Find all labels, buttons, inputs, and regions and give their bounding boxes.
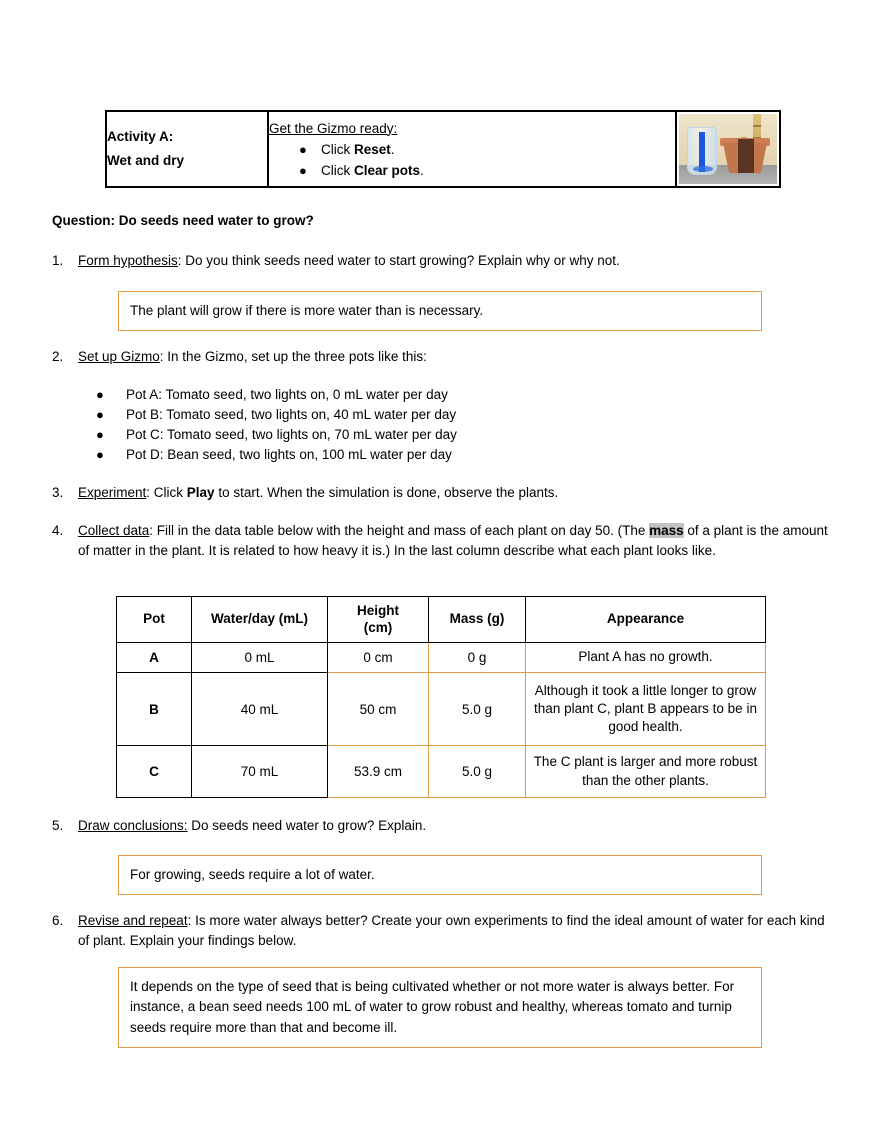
column-header-pot: Pot — [117, 597, 192, 643]
step-5-number: 5. — [52, 818, 64, 833]
bullet-icon: ● — [96, 446, 104, 462]
graduated-cylinder-icon — [687, 127, 717, 175]
table-row — [117, 746, 766, 798]
step-6-label: Revise and repeat — [78, 913, 188, 928]
data-table-body — [117, 643, 766, 798]
cell-water-c: 70 mL — [192, 746, 328, 798]
cell-height-c[interactable]: 53.9 cm — [328, 746, 429, 798]
step-4-text-part2: of a plant is the amount of matter in the plant. It is related to how heavy it is.) In the last column describe what each plant looks like. — [78, 523, 828, 558]
pot-setup-item-c — [96, 425, 457, 445]
bullet-icon: ● — [299, 141, 307, 157]
answer-box-step-5[interactable]: For growing, seeds require a lot of water. — [118, 855, 762, 895]
bullet-icon: ● — [96, 387, 104, 402]
column-header-water: Water/day (mL) — [192, 597, 328, 643]
gizmo-ready-title: Get the Gizmo ready: — [269, 120, 398, 136]
step-4-number: 4. — [52, 523, 64, 538]
clear-pots-button-label[interactable]: Clear pots — [354, 162, 421, 178]
bullet-icon: ● — [299, 162, 307, 178]
pot-setup-item-a — [96, 385, 457, 405]
step-1-body — [52, 251, 830, 271]
step-2-number: 2. — [52, 349, 64, 364]
pot-setup-item-b — [96, 405, 457, 425]
step-5-draw-conclusions — [52, 816, 830, 836]
pot-soil-band — [738, 139, 754, 173]
step-3-text-before: : Click — [146, 485, 187, 500]
step-4-label: Collect data — [78, 523, 150, 538]
step-6-number: 6. — [52, 913, 64, 928]
step-5-label: Draw conclusions: — [78, 818, 188, 833]
ready-item-suffix: . — [420, 162, 424, 178]
cell-mass-a[interactable]: 0 g — [429, 643, 526, 673]
step-3-label: Experiment — [78, 485, 147, 500]
step-5-body — [52, 816, 830, 836]
cell-mass-c[interactable]: 5.0 g — [429, 746, 526, 798]
step-2-label: Set up Gizmo — [78, 349, 160, 364]
table-row — [117, 673, 766, 746]
step-3-body — [52, 483, 830, 503]
activity-title-line1: Activity A: — [107, 128, 174, 144]
step-3-number: 3. — [52, 485, 64, 500]
pot-setup-text: Pot D: Bean seed, two lights on, 100 mL water per day — [126, 446, 452, 462]
activity-title-line2: Wet and dry — [107, 153, 185, 168]
cell-water-a: 0 mL — [192, 643, 328, 673]
answer-box-step-6[interactable]: It depends on the type of seed that is being cultivated whether or not more water is always better. For instance, a bean seed needs 100 mL of water to grow robust and healthy, whereas tomato and turnip seeds require more than that and become ill. — [118, 967, 762, 1048]
gizmo-ready-cell — [268, 111, 676, 187]
height-header-line2: (cm) — [363, 619, 393, 635]
step-4-body — [52, 521, 830, 561]
answer-box-step-1[interactable]: The plant will grow if there is more water than is necessary. — [118, 291, 762, 331]
column-header-appearance: Appearance — [526, 597, 766, 643]
column-header-height — [328, 597, 429, 643]
pot-setup-text: Pot C: Tomato seed, two lights on, 70 mL water per day — [126, 426, 457, 442]
step-2-body — [52, 347, 830, 367]
ready-item-suffix: . — [390, 141, 395, 157]
cell-appearance-b[interactable]: Although it took a little longer to grow than plant C, plant B appears to be in good health. — [526, 673, 766, 746]
gizmo-ready-item-clear-pots — [299, 161, 675, 182]
pot-setup-list — [96, 385, 457, 464]
gizmo-thumbnail-image — [678, 113, 778, 185]
plant-data-table — [116, 596, 766, 798]
step-1-label: Form hypothesis — [78, 253, 178, 268]
pot-setup-text: Pot B: Tomato seed, two lights on, 40 mL water per day — [126, 406, 457, 422]
cell-pot-c: C — [117, 746, 192, 798]
height-header-line1: Height — [357, 602, 399, 618]
cell-height-b[interactable]: 50 cm — [328, 673, 429, 746]
step-1-number: 1. — [52, 253, 64, 268]
data-table-head — [117, 597, 766, 643]
cell-water-b: 40 mL — [192, 673, 328, 746]
step-1-form-hypothesis — [52, 251, 830, 271]
gizmo-ready-item-reset — [299, 140, 675, 161]
pot-setup-text: Pot A: Tomato seed, two lights on, 0 mL water per day — [126, 387, 448, 402]
cell-mass-b[interactable]: 5.0 g — [429, 673, 526, 746]
ready-item-prefix: Click — [321, 141, 354, 157]
step-3-text-after: to start. When the simulation is done, observe the plants. — [214, 485, 559, 500]
mass-highlight: mass — [649, 523, 684, 538]
step-4-text-part1: : Fill in the data table below with the height and mass of each plant on day 50. (The — [149, 523, 650, 538]
cell-appearance-c[interactable]: The C plant is larger and more robust than the other plants. — [526, 746, 766, 798]
bullet-icon: ● — [96, 406, 104, 422]
cell-pot-a: A — [117, 643, 192, 673]
cell-appearance-a[interactable]: Plant A has no growth. — [526, 643, 766, 673]
ready-item-prefix: Click — [321, 162, 354, 178]
data-table-header-row — [117, 597, 766, 643]
step-6-text: : Is more water always better? Create your own experiments to find the ideal amount of water for each kind of plant. Explain your findings below. — [78, 913, 825, 948]
activity-title-cell — [106, 111, 268, 187]
activity-header-table — [105, 110, 781, 188]
table-row — [117, 643, 766, 673]
bullet-icon: ● — [96, 426, 104, 442]
step-3-experiment — [52, 483, 830, 503]
step-6-revise-and-repeat — [52, 911, 830, 951]
step-2-text: : In the Gizmo, set up the three pots like this: — [159, 349, 427, 364]
step-2-set-up-gizmo — [52, 347, 830, 367]
column-header-mass: Mass (g) — [429, 597, 526, 643]
step-4-collect-data — [52, 521, 830, 561]
step-5-text: Do seeds need water to grow? Explain. — [187, 818, 427, 833]
cell-pot-b: B — [117, 673, 192, 746]
gizmo-ready-list — [269, 140, 675, 182]
cylinder-base — [693, 166, 713, 172]
cell-height-a[interactable]: 0 cm — [328, 643, 429, 673]
pot-setup-item-d — [96, 445, 457, 465]
activity-header-row — [106, 111, 780, 187]
gizmo-thumbnail-cell — [676, 111, 780, 187]
step-6-body — [52, 911, 830, 951]
step-1-text: : Do you think seeds need water to start growing? Explain why or why not. — [177, 253, 620, 268]
reset-button-label[interactable]: Reset — [354, 141, 391, 157]
play-button-label[interactable]: Play — [186, 485, 215, 500]
stake-node — [753, 125, 761, 127]
main-question: Question: Do seeds need water to grow? — [52, 213, 314, 228]
